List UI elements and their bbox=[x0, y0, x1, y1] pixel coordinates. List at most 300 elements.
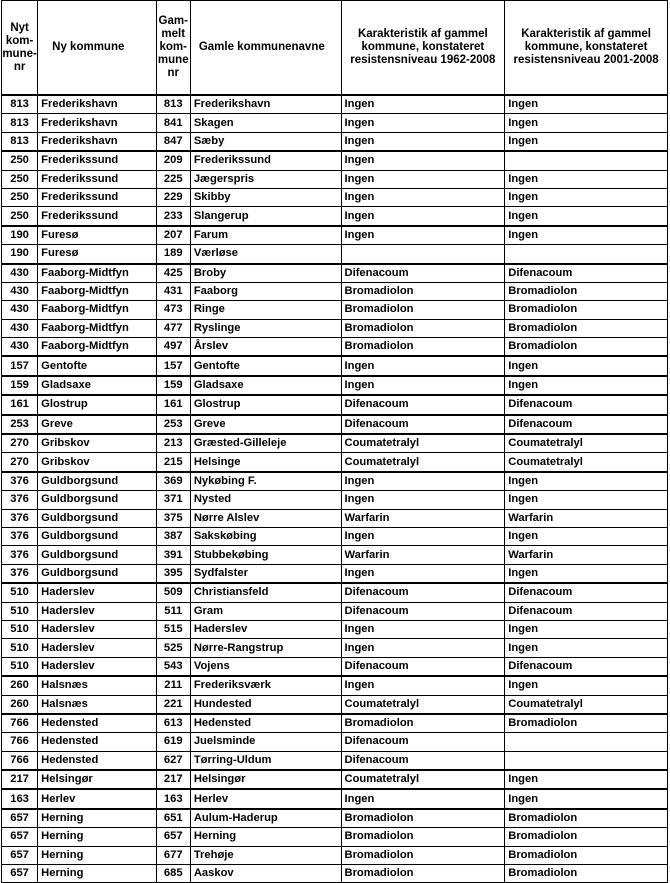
cell-gammelt-nr: 613 bbox=[156, 714, 190, 733]
cell-ny-kommune: Herlev bbox=[38, 789, 157, 808]
cell-gammelt-navn: Helsinge bbox=[190, 453, 341, 472]
table-row bbox=[2, 491, 668, 509]
cell-ny-kommune: Frederikshavn bbox=[38, 95, 157, 114]
cell-gammelt-navn: Græsted-Gilleleje bbox=[190, 434, 341, 453]
cell-gammelt-nr: 509 bbox=[156, 583, 190, 602]
cell-nyt-nr: 510 bbox=[2, 639, 38, 657]
table-row bbox=[2, 676, 668, 695]
cell-karakteristik-1962-2008: Ingen bbox=[341, 188, 505, 206]
cell-ny-kommune: Herning bbox=[38, 828, 157, 846]
cell-ny-kommune: Frederikssund bbox=[38, 151, 157, 170]
cell-gammelt-nr: 543 bbox=[156, 657, 190, 676]
cell-karakteristik-1962-2008: Ingen bbox=[341, 376, 505, 395]
cell-karakteristik-2001-2008: Bromadiolon bbox=[505, 319, 668, 337]
cell-karakteristik-1962-2008: Ingen bbox=[341, 226, 505, 245]
cell-gammelt-navn: Frederikssund bbox=[190, 151, 341, 170]
cell-nyt-nr: 510 bbox=[2, 602, 38, 620]
cell-gammelt-navn: Sakskøbing bbox=[190, 527, 341, 545]
table-row bbox=[2, 151, 668, 170]
cell-nyt-nr: 657 bbox=[2, 809, 38, 828]
cell-nyt-nr: 813 bbox=[2, 132, 38, 151]
cell-nyt-nr: 376 bbox=[2, 472, 38, 491]
cell-karakteristik-2001-2008: Bromadiolon bbox=[505, 865, 668, 883]
cell-gammelt-nr: 657 bbox=[156, 828, 190, 846]
cell-karakteristik-2001-2008: Warfarin bbox=[505, 546, 668, 564]
cell-karakteristik-1962-2008: Ingen bbox=[341, 114, 505, 132]
table-row bbox=[2, 639, 668, 657]
table-row bbox=[2, 319, 668, 337]
cell-karakteristik-1962-2008: Difenacoum bbox=[341, 415, 505, 434]
table-row bbox=[2, 434, 668, 453]
cell-nyt-nr: 376 bbox=[2, 527, 38, 545]
cell-gammelt-navn: Gladsaxe bbox=[190, 376, 341, 395]
cell-ny-kommune: Hedensted bbox=[38, 733, 157, 751]
cell-gammelt-nr: 233 bbox=[156, 207, 190, 226]
cell-gammelt-nr: 207 bbox=[156, 226, 190, 245]
cell-karakteristik-1962-2008: Ingen bbox=[341, 491, 505, 509]
cell-karakteristik-1962-2008: Coumatetralyl bbox=[341, 453, 505, 472]
cell-gammelt-nr: 369 bbox=[156, 472, 190, 491]
cell-karakteristik-2001-2008: Coumatetralyl bbox=[505, 695, 668, 714]
cell-karakteristik-2001-2008: Bromadiolon bbox=[505, 809, 668, 828]
cell-gammelt-navn: Hundested bbox=[190, 695, 341, 714]
table-row bbox=[2, 789, 668, 808]
cell-karakteristik-2001-2008: Coumatetralyl bbox=[505, 434, 668, 453]
cell-gammelt-nr: 497 bbox=[156, 338, 190, 357]
cell-nyt-nr: 157 bbox=[2, 356, 38, 375]
cell-ny-kommune: Faaborg-Midtfyn bbox=[38, 338, 157, 357]
cell-karakteristik-1962-2008 bbox=[341, 245, 505, 264]
cell-gammelt-navn: Gentofte bbox=[190, 356, 341, 375]
cell-ny-kommune: Herning bbox=[38, 865, 157, 883]
cell-karakteristik-2001-2008 bbox=[505, 245, 668, 264]
cell-gammelt-nr: 253 bbox=[156, 415, 190, 434]
cell-karakteristik-2001-2008 bbox=[505, 751, 668, 770]
cell-karakteristik-1962-2008: Coumatetralyl bbox=[341, 770, 505, 789]
cell-karakteristik-1962-2008: Bromadiolon bbox=[341, 846, 505, 864]
cell-gammelt-nr: 525 bbox=[156, 639, 190, 657]
cell-karakteristik-2001-2008: Difenacoum bbox=[505, 657, 668, 676]
cell-gammelt-navn: Nysted bbox=[190, 491, 341, 509]
cell-nyt-nr: 163 bbox=[2, 789, 38, 808]
cell-gammelt-nr: 209 bbox=[156, 151, 190, 170]
cell-ny-kommune: Haderslev bbox=[38, 639, 157, 657]
header-karakteristik-2001-2008: Karakteristik af gammel kommune, konstateret resistensniveau 2001-2008 bbox=[505, 1, 668, 96]
cell-gammelt-navn: Frederiksværk bbox=[190, 676, 341, 695]
cell-ny-kommune: Glostrup bbox=[38, 395, 157, 414]
cell-karakteristik-2001-2008: Difenacoum bbox=[505, 264, 668, 283]
cell-gammelt-nr: 387 bbox=[156, 527, 190, 545]
cell-ny-kommune: Guldborgsund bbox=[38, 472, 157, 491]
cell-nyt-nr: 510 bbox=[2, 620, 38, 638]
cell-gammelt-nr: 619 bbox=[156, 733, 190, 751]
cell-karakteristik-2001-2008: Ingen bbox=[505, 770, 668, 789]
cell-nyt-nr: 217 bbox=[2, 770, 38, 789]
cell-gammelt-nr: 163 bbox=[156, 789, 190, 808]
cell-karakteristik-2001-2008: Difenacoum bbox=[505, 583, 668, 602]
cell-nyt-nr: 657 bbox=[2, 828, 38, 846]
cell-karakteristik-1962-2008: Difenacoum bbox=[341, 395, 505, 414]
cell-nyt-nr: 510 bbox=[2, 657, 38, 676]
header-karakteristik-1962-2008: Karakteristik af gammel kommune, konstateret resistensniveau 1962-2008 bbox=[341, 1, 505, 96]
cell-karakteristik-2001-2008: Ingen bbox=[505, 472, 668, 491]
cell-karakteristik-1962-2008: Warfarin bbox=[341, 546, 505, 564]
cell-karakteristik-2001-2008: Ingen bbox=[505, 207, 668, 226]
cell-gammelt-navn: Nørre Alslev bbox=[190, 509, 341, 527]
municipality-resistance-table bbox=[1, 0, 668, 883]
cell-gammelt-nr: 221 bbox=[156, 695, 190, 714]
cell-gammelt-nr: 229 bbox=[156, 188, 190, 206]
cell-karakteristik-1962-2008: Ingen bbox=[341, 151, 505, 170]
cell-gammelt-navn: Aaskov bbox=[190, 865, 341, 883]
cell-ny-kommune: Halsnæs bbox=[38, 695, 157, 714]
cell-nyt-nr: 260 bbox=[2, 695, 38, 714]
cell-karakteristik-2001-2008: Difenacoum bbox=[505, 602, 668, 620]
cell-ny-kommune: Gentofte bbox=[38, 356, 157, 375]
table-row bbox=[2, 509, 668, 527]
table-row bbox=[2, 751, 668, 770]
cell-gammelt-nr: 211 bbox=[156, 676, 190, 695]
cell-nyt-nr: 376 bbox=[2, 509, 38, 527]
cell-karakteristik-1962-2008: Ingen bbox=[341, 472, 505, 491]
table-row bbox=[2, 714, 668, 733]
cell-gammelt-navn: Trehøje bbox=[190, 846, 341, 864]
resistance-table-page bbox=[1, 0, 668, 880]
cell-gammelt-nr: 371 bbox=[156, 491, 190, 509]
cell-ny-kommune: Halsnæs bbox=[38, 676, 157, 695]
table-row bbox=[2, 809, 668, 828]
table-row bbox=[2, 472, 668, 491]
cell-gammelt-navn: Nørre-Rangstrup bbox=[190, 639, 341, 657]
cell-karakteristik-1962-2008: Ingen bbox=[341, 639, 505, 657]
cell-gammelt-nr: 395 bbox=[156, 564, 190, 583]
table-row bbox=[2, 264, 668, 283]
cell-nyt-nr: 430 bbox=[2, 264, 38, 283]
cell-gammelt-navn: Faaborg bbox=[190, 282, 341, 300]
cell-nyt-nr: 260 bbox=[2, 676, 38, 695]
cell-karakteristik-1962-2008: Ingen bbox=[341, 620, 505, 638]
table-row bbox=[2, 695, 668, 714]
cell-gammelt-navn: Årslev bbox=[190, 338, 341, 357]
cell-gammelt-navn: Slangerup bbox=[190, 207, 341, 226]
table-row bbox=[2, 453, 668, 472]
cell-karakteristik-1962-2008: Ingen bbox=[341, 207, 505, 226]
cell-nyt-nr: 376 bbox=[2, 564, 38, 583]
table-row bbox=[2, 564, 668, 583]
cell-karakteristik-2001-2008: Ingen bbox=[505, 356, 668, 375]
table-row bbox=[2, 132, 668, 151]
cell-ny-kommune: Herning bbox=[38, 846, 157, 864]
table-row bbox=[2, 415, 668, 434]
cell-gammelt-navn: Glostrup bbox=[190, 395, 341, 414]
cell-gammelt-nr: 375 bbox=[156, 509, 190, 527]
cell-gammelt-navn: Hedensted bbox=[190, 714, 341, 733]
cell-nyt-nr: 766 bbox=[2, 733, 38, 751]
cell-nyt-nr: 813 bbox=[2, 114, 38, 132]
table-row bbox=[2, 338, 668, 357]
cell-gammelt-nr: 189 bbox=[156, 245, 190, 264]
cell-gammelt-navn: Ringe bbox=[190, 301, 341, 319]
cell-karakteristik-1962-2008: Coumatetralyl bbox=[341, 695, 505, 714]
table-row bbox=[2, 356, 668, 375]
cell-gammelt-nr: 477 bbox=[156, 319, 190, 337]
cell-gammelt-nr: 813 bbox=[156, 95, 190, 114]
cell-gammelt-nr: 391 bbox=[156, 546, 190, 564]
table-row bbox=[2, 95, 668, 114]
cell-ny-kommune: Hedensted bbox=[38, 714, 157, 733]
table-body bbox=[2, 95, 668, 883]
cell-nyt-nr: 250 bbox=[2, 188, 38, 206]
cell-gammelt-navn: Juelsminde bbox=[190, 733, 341, 751]
cell-karakteristik-2001-2008: Bromadiolon bbox=[505, 282, 668, 300]
cell-gammelt-nr: 511 bbox=[156, 602, 190, 620]
cell-nyt-nr: 430 bbox=[2, 282, 38, 300]
cell-karakteristik-1962-2008: Bromadiolon bbox=[341, 319, 505, 337]
cell-karakteristik-1962-2008: Bromadiolon bbox=[341, 282, 505, 300]
cell-karakteristik-1962-2008: Ingen bbox=[341, 95, 505, 114]
cell-karakteristik-2001-2008: Bromadiolon bbox=[505, 828, 668, 846]
cell-gammelt-navn: Farum bbox=[190, 226, 341, 245]
cell-karakteristik-1962-2008: Ingen bbox=[341, 527, 505, 545]
cell-karakteristik-1962-2008: Warfarin bbox=[341, 509, 505, 527]
table-row bbox=[2, 282, 668, 300]
cell-karakteristik-1962-2008: Ingen bbox=[341, 676, 505, 695]
cell-karakteristik-2001-2008: Ingen bbox=[505, 564, 668, 583]
header-nyt-kommune-nr: Nyt kom- mune- nr bbox=[2, 1, 38, 96]
cell-karakteristik-1962-2008: Coumatetralyl bbox=[341, 434, 505, 453]
cell-karakteristik-1962-2008: Bromadiolon bbox=[341, 828, 505, 846]
table-row bbox=[2, 188, 668, 206]
cell-gammelt-nr: 157 bbox=[156, 356, 190, 375]
cell-nyt-nr: 250 bbox=[2, 207, 38, 226]
cell-karakteristik-2001-2008: Bromadiolon bbox=[505, 714, 668, 733]
cell-karakteristik-2001-2008: Difenacoum bbox=[505, 395, 668, 414]
cell-gammelt-nr: 841 bbox=[156, 114, 190, 132]
table-row bbox=[2, 527, 668, 545]
cell-karakteristik-1962-2008: Difenacoum bbox=[341, 264, 505, 283]
cell-karakteristik-1962-2008: Ingen bbox=[341, 356, 505, 375]
cell-nyt-nr: 430 bbox=[2, 301, 38, 319]
cell-karakteristik-2001-2008: Ingen bbox=[505, 639, 668, 657]
cell-nyt-nr: 190 bbox=[2, 226, 38, 245]
cell-nyt-nr: 430 bbox=[2, 319, 38, 337]
cell-nyt-nr: 161 bbox=[2, 395, 38, 414]
cell-karakteristik-2001-2008 bbox=[505, 151, 668, 170]
cell-karakteristik-1962-2008: Bromadiolon bbox=[341, 809, 505, 828]
cell-karakteristik-2001-2008: Bromadiolon bbox=[505, 846, 668, 864]
cell-gammelt-navn: Vojens bbox=[190, 657, 341, 676]
cell-gammelt-navn: Herlev bbox=[190, 789, 341, 808]
cell-ny-kommune: Haderslev bbox=[38, 583, 157, 602]
cell-ny-kommune: Frederikshavn bbox=[38, 114, 157, 132]
cell-gammelt-nr: 217 bbox=[156, 770, 190, 789]
cell-nyt-nr: 270 bbox=[2, 453, 38, 472]
cell-nyt-nr: 270 bbox=[2, 434, 38, 453]
cell-karakteristik-2001-2008: Ingen bbox=[505, 132, 668, 151]
cell-gammelt-navn: Herning bbox=[190, 828, 341, 846]
cell-ny-kommune: Herning bbox=[38, 809, 157, 828]
cell-gammelt-navn: Nykøbing F. bbox=[190, 472, 341, 491]
table-row bbox=[2, 846, 668, 864]
cell-ny-kommune: Furesø bbox=[38, 245, 157, 264]
cell-ny-kommune: Helsingør bbox=[38, 770, 157, 789]
cell-ny-kommune: Gribskov bbox=[38, 434, 157, 453]
cell-ny-kommune: Frederikssund bbox=[38, 170, 157, 188]
cell-gammelt-navn: Skagen bbox=[190, 114, 341, 132]
cell-gammelt-navn: Sæby bbox=[190, 132, 341, 151]
cell-ny-kommune: Gribskov bbox=[38, 453, 157, 472]
cell-ny-kommune: Guldborgsund bbox=[38, 491, 157, 509]
table-row bbox=[2, 620, 668, 638]
table-row bbox=[2, 395, 668, 414]
table-row bbox=[2, 770, 668, 789]
cell-gammelt-navn: Værløse bbox=[190, 245, 341, 264]
table-row bbox=[2, 301, 668, 319]
cell-karakteristik-2001-2008: Bromadiolon bbox=[505, 301, 668, 319]
cell-ny-kommune: Haderslev bbox=[38, 620, 157, 638]
cell-gammelt-navn: Gram bbox=[190, 602, 341, 620]
header-gamle-kommunenavne: Gamle kommunenavne bbox=[190, 1, 341, 96]
table-row bbox=[2, 226, 668, 245]
cell-karakteristik-1962-2008: Bromadiolon bbox=[341, 338, 505, 357]
cell-nyt-nr: 376 bbox=[2, 546, 38, 564]
cell-karakteristik-1962-2008: Difenacoum bbox=[341, 657, 505, 676]
cell-karakteristik-1962-2008: Ingen bbox=[341, 564, 505, 583]
table-row bbox=[2, 828, 668, 846]
cell-karakteristik-2001-2008: Ingen bbox=[505, 527, 668, 545]
cell-karakteristik-2001-2008: Warfarin bbox=[505, 509, 668, 527]
cell-gammelt-navn: Stubbekøbing bbox=[190, 546, 341, 564]
cell-ny-kommune: Haderslev bbox=[38, 657, 157, 676]
cell-gammelt-navn: Christiansfeld bbox=[190, 583, 341, 602]
cell-karakteristik-2001-2008: Bromadiolon bbox=[505, 338, 668, 357]
cell-nyt-nr: 657 bbox=[2, 846, 38, 864]
cell-ny-kommune: Guldborgsund bbox=[38, 564, 157, 583]
cell-gammelt-nr: 215 bbox=[156, 453, 190, 472]
cell-gammelt-nr: 651 bbox=[156, 809, 190, 828]
cell-gammelt-navn: Jægerspris bbox=[190, 170, 341, 188]
table-row bbox=[2, 583, 668, 602]
cell-karakteristik-1962-2008: Ingen bbox=[341, 170, 505, 188]
cell-gammelt-navn: Broby bbox=[190, 264, 341, 283]
table-row bbox=[2, 170, 668, 188]
cell-karakteristik-1962-2008: Bromadiolon bbox=[341, 714, 505, 733]
cell-gammelt-navn: Skibby bbox=[190, 188, 341, 206]
cell-nyt-nr: 190 bbox=[2, 245, 38, 264]
cell-gammelt-nr: 515 bbox=[156, 620, 190, 638]
cell-gammelt-nr: 425 bbox=[156, 264, 190, 283]
cell-karakteristik-1962-2008: Difenacoum bbox=[341, 733, 505, 751]
table-row bbox=[2, 245, 668, 264]
cell-karakteristik-2001-2008: Ingen bbox=[505, 188, 668, 206]
cell-karakteristik-1962-2008: Bromadiolon bbox=[341, 865, 505, 883]
cell-ny-kommune: Furesø bbox=[38, 226, 157, 245]
cell-nyt-nr: 510 bbox=[2, 583, 38, 602]
cell-gammelt-navn: Helsingør bbox=[190, 770, 341, 789]
cell-gammelt-navn: Sydfalster bbox=[190, 564, 341, 583]
cell-gammelt-nr: 685 bbox=[156, 865, 190, 883]
table-row bbox=[2, 657, 668, 676]
cell-gammelt-navn: Frederikshavn bbox=[190, 95, 341, 114]
cell-gammelt-navn: Tørring-Uldum bbox=[190, 751, 341, 770]
cell-ny-kommune: Hedensted bbox=[38, 751, 157, 770]
table-row bbox=[2, 602, 668, 620]
cell-nyt-nr: 430 bbox=[2, 338, 38, 357]
table-header-row bbox=[2, 1, 668, 96]
cell-karakteristik-1962-2008: Ingen bbox=[341, 789, 505, 808]
cell-karakteristik-2001-2008: Ingen bbox=[505, 789, 668, 808]
cell-karakteristik-1962-2008: Ingen bbox=[341, 132, 505, 151]
cell-gammelt-nr: 159 bbox=[156, 376, 190, 395]
cell-ny-kommune: Guldborgsund bbox=[38, 527, 157, 545]
cell-karakteristik-1962-2008: Difenacoum bbox=[341, 751, 505, 770]
cell-ny-kommune: Gladsaxe bbox=[38, 376, 157, 395]
cell-karakteristik-1962-2008: Bromadiolon bbox=[341, 301, 505, 319]
cell-karakteristik-2001-2008: Ingen bbox=[505, 95, 668, 114]
cell-gammelt-nr: 677 bbox=[156, 846, 190, 864]
cell-ny-kommune: Haderslev bbox=[38, 602, 157, 620]
cell-gammelt-nr: 161 bbox=[156, 395, 190, 414]
table-row bbox=[2, 546, 668, 564]
cell-gammelt-navn: Aulum-Haderup bbox=[190, 809, 341, 828]
cell-nyt-nr: 766 bbox=[2, 714, 38, 733]
cell-gammelt-nr: 847 bbox=[156, 132, 190, 151]
cell-gammelt-nr: 213 bbox=[156, 434, 190, 453]
cell-nyt-nr: 657 bbox=[2, 865, 38, 883]
cell-ny-kommune: Faaborg-Midtfyn bbox=[38, 282, 157, 300]
table-row bbox=[2, 733, 668, 751]
cell-karakteristik-2001-2008: Ingen bbox=[505, 114, 668, 132]
cell-nyt-nr: 159 bbox=[2, 376, 38, 395]
cell-nyt-nr: 813 bbox=[2, 95, 38, 114]
header-ny-kommune: Ny kommune bbox=[38, 1, 157, 96]
cell-ny-kommune: Faaborg-Midtfyn bbox=[38, 264, 157, 283]
cell-nyt-nr: 250 bbox=[2, 170, 38, 188]
cell-ny-kommune: Frederikshavn bbox=[38, 132, 157, 151]
cell-karakteristik-2001-2008: Ingen bbox=[505, 620, 668, 638]
cell-nyt-nr: 253 bbox=[2, 415, 38, 434]
cell-karakteristik-2001-2008 bbox=[505, 733, 668, 751]
cell-karakteristik-2001-2008: Ingen bbox=[505, 491, 668, 509]
cell-karakteristik-2001-2008: Ingen bbox=[505, 170, 668, 188]
cell-nyt-nr: 766 bbox=[2, 751, 38, 770]
cell-gammelt-nr: 431 bbox=[156, 282, 190, 300]
cell-nyt-nr: 376 bbox=[2, 491, 38, 509]
cell-ny-kommune: Frederikssund bbox=[38, 207, 157, 226]
header-gammelt-kommune-nr: Gam- melt kom- mune nr bbox=[156, 1, 190, 96]
cell-karakteristik-1962-2008: Difenacoum bbox=[341, 602, 505, 620]
table-row bbox=[2, 376, 668, 395]
cell-gammelt-nr: 473 bbox=[156, 301, 190, 319]
cell-karakteristik-2001-2008: Coumatetralyl bbox=[505, 453, 668, 472]
table-row bbox=[2, 207, 668, 226]
cell-karakteristik-2001-2008: Ingen bbox=[505, 376, 668, 395]
cell-gammelt-nr: 627 bbox=[156, 751, 190, 770]
cell-ny-kommune: Guldborgsund bbox=[38, 546, 157, 564]
cell-gammelt-navn: Ryslinge bbox=[190, 319, 341, 337]
cell-nyt-nr: 250 bbox=[2, 151, 38, 170]
table-row bbox=[2, 114, 668, 132]
cell-ny-kommune: Faaborg-Midtfyn bbox=[38, 319, 157, 337]
cell-karakteristik-2001-2008: Difenacoum bbox=[505, 415, 668, 434]
cell-gammelt-nr: 225 bbox=[156, 170, 190, 188]
cell-gammelt-navn: Haderslev bbox=[190, 620, 341, 638]
cell-ny-kommune: Frederikssund bbox=[38, 188, 157, 206]
cell-ny-kommune: Faaborg-Midtfyn bbox=[38, 301, 157, 319]
cell-karakteristik-2001-2008: Ingen bbox=[505, 226, 668, 245]
cell-karakteristik-2001-2008: Ingen bbox=[505, 676, 668, 695]
cell-ny-kommune: Greve bbox=[38, 415, 157, 434]
